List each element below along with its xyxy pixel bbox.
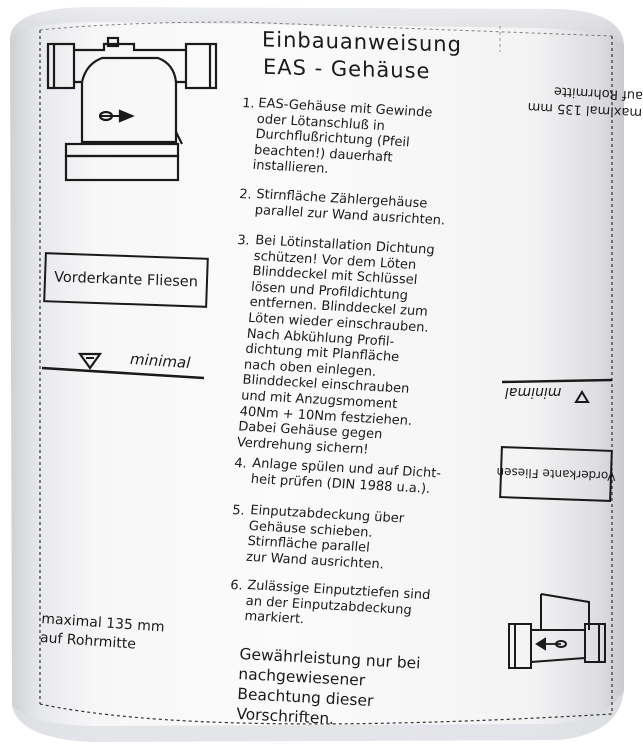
step-1-text: EAS-Gehäuse mit Gewinde oder Lötanschluß in Durchflußrichtung (Pfeil beachten!) dauerhaft installieren.	[251, 96, 433, 178]
step-5-text: Einputzabdeckung über Gehäuse schieben. Stirnfläche parallel zur Wand ausrichten.	[245, 503, 405, 573]
title-line-2: EAS - Gehäuse	[263, 54, 431, 84]
step-2-text: Stirnfläche Zählergehäuse parallel zur Wand ausrichten.	[254, 187, 446, 229]
step-5-number: 5.	[231, 503, 246, 519]
tile-edge-box-left: Vorderkante Fliesen	[43, 252, 209, 308]
step-6-number: 6.	[229, 578, 244, 594]
title-line-1: Einbauanweisung	[262, 27, 462, 57]
depth-note-right: maximal 135 mm auf Rohrmitte	[527, 83, 643, 120]
step-1-number: 1.	[241, 96, 256, 112]
valve-drawing-right	[505, 584, 615, 674]
minimal-label-right: minimal	[505, 384, 562, 400]
minimal-label-left: minimal	[129, 349, 191, 373]
step-4-text: Anlage spülen und auf Dicht- heit prüfen (DIN 1988 u.a.).	[250, 456, 442, 497]
depth-note-left: maximal 135 mm auf Rohrmitte	[39, 610, 166, 653]
step-2-number: 2.	[238, 187, 253, 203]
step-6-text: Zulässige Einputztiefen sind an der Einputzabdeckung markiert.	[243, 578, 431, 628]
tile-edge-box-right: Vorderkante Fliesen	[499, 446, 613, 502]
step-3-text: Bei Lötinstallation Dichtung schützen! Vor dem Löten Blinddeckel mit Schlüssel lösen und Profildichtung entfernen. Blinddeckel zum Löten wieder einschrauben. Nach Abkühlung Profil- dichtung mit Planfläche nach oben einlegen. Blinddeckel einschrauben und mit Anzugsmoment 40Nm + 10Nm festziehen. Dabei Gehäuse gegen Verdrehung sichern!	[236, 233, 436, 458]
step-4-number: 4.	[233, 456, 248, 472]
step-3-number: 3.	[236, 233, 251, 249]
valve-drawing-left	[42, 36, 222, 186]
warranty-note: Gewährleistung nur bei nachgewiesener Beachtung dieser Vorschriften.	[235, 644, 421, 729]
